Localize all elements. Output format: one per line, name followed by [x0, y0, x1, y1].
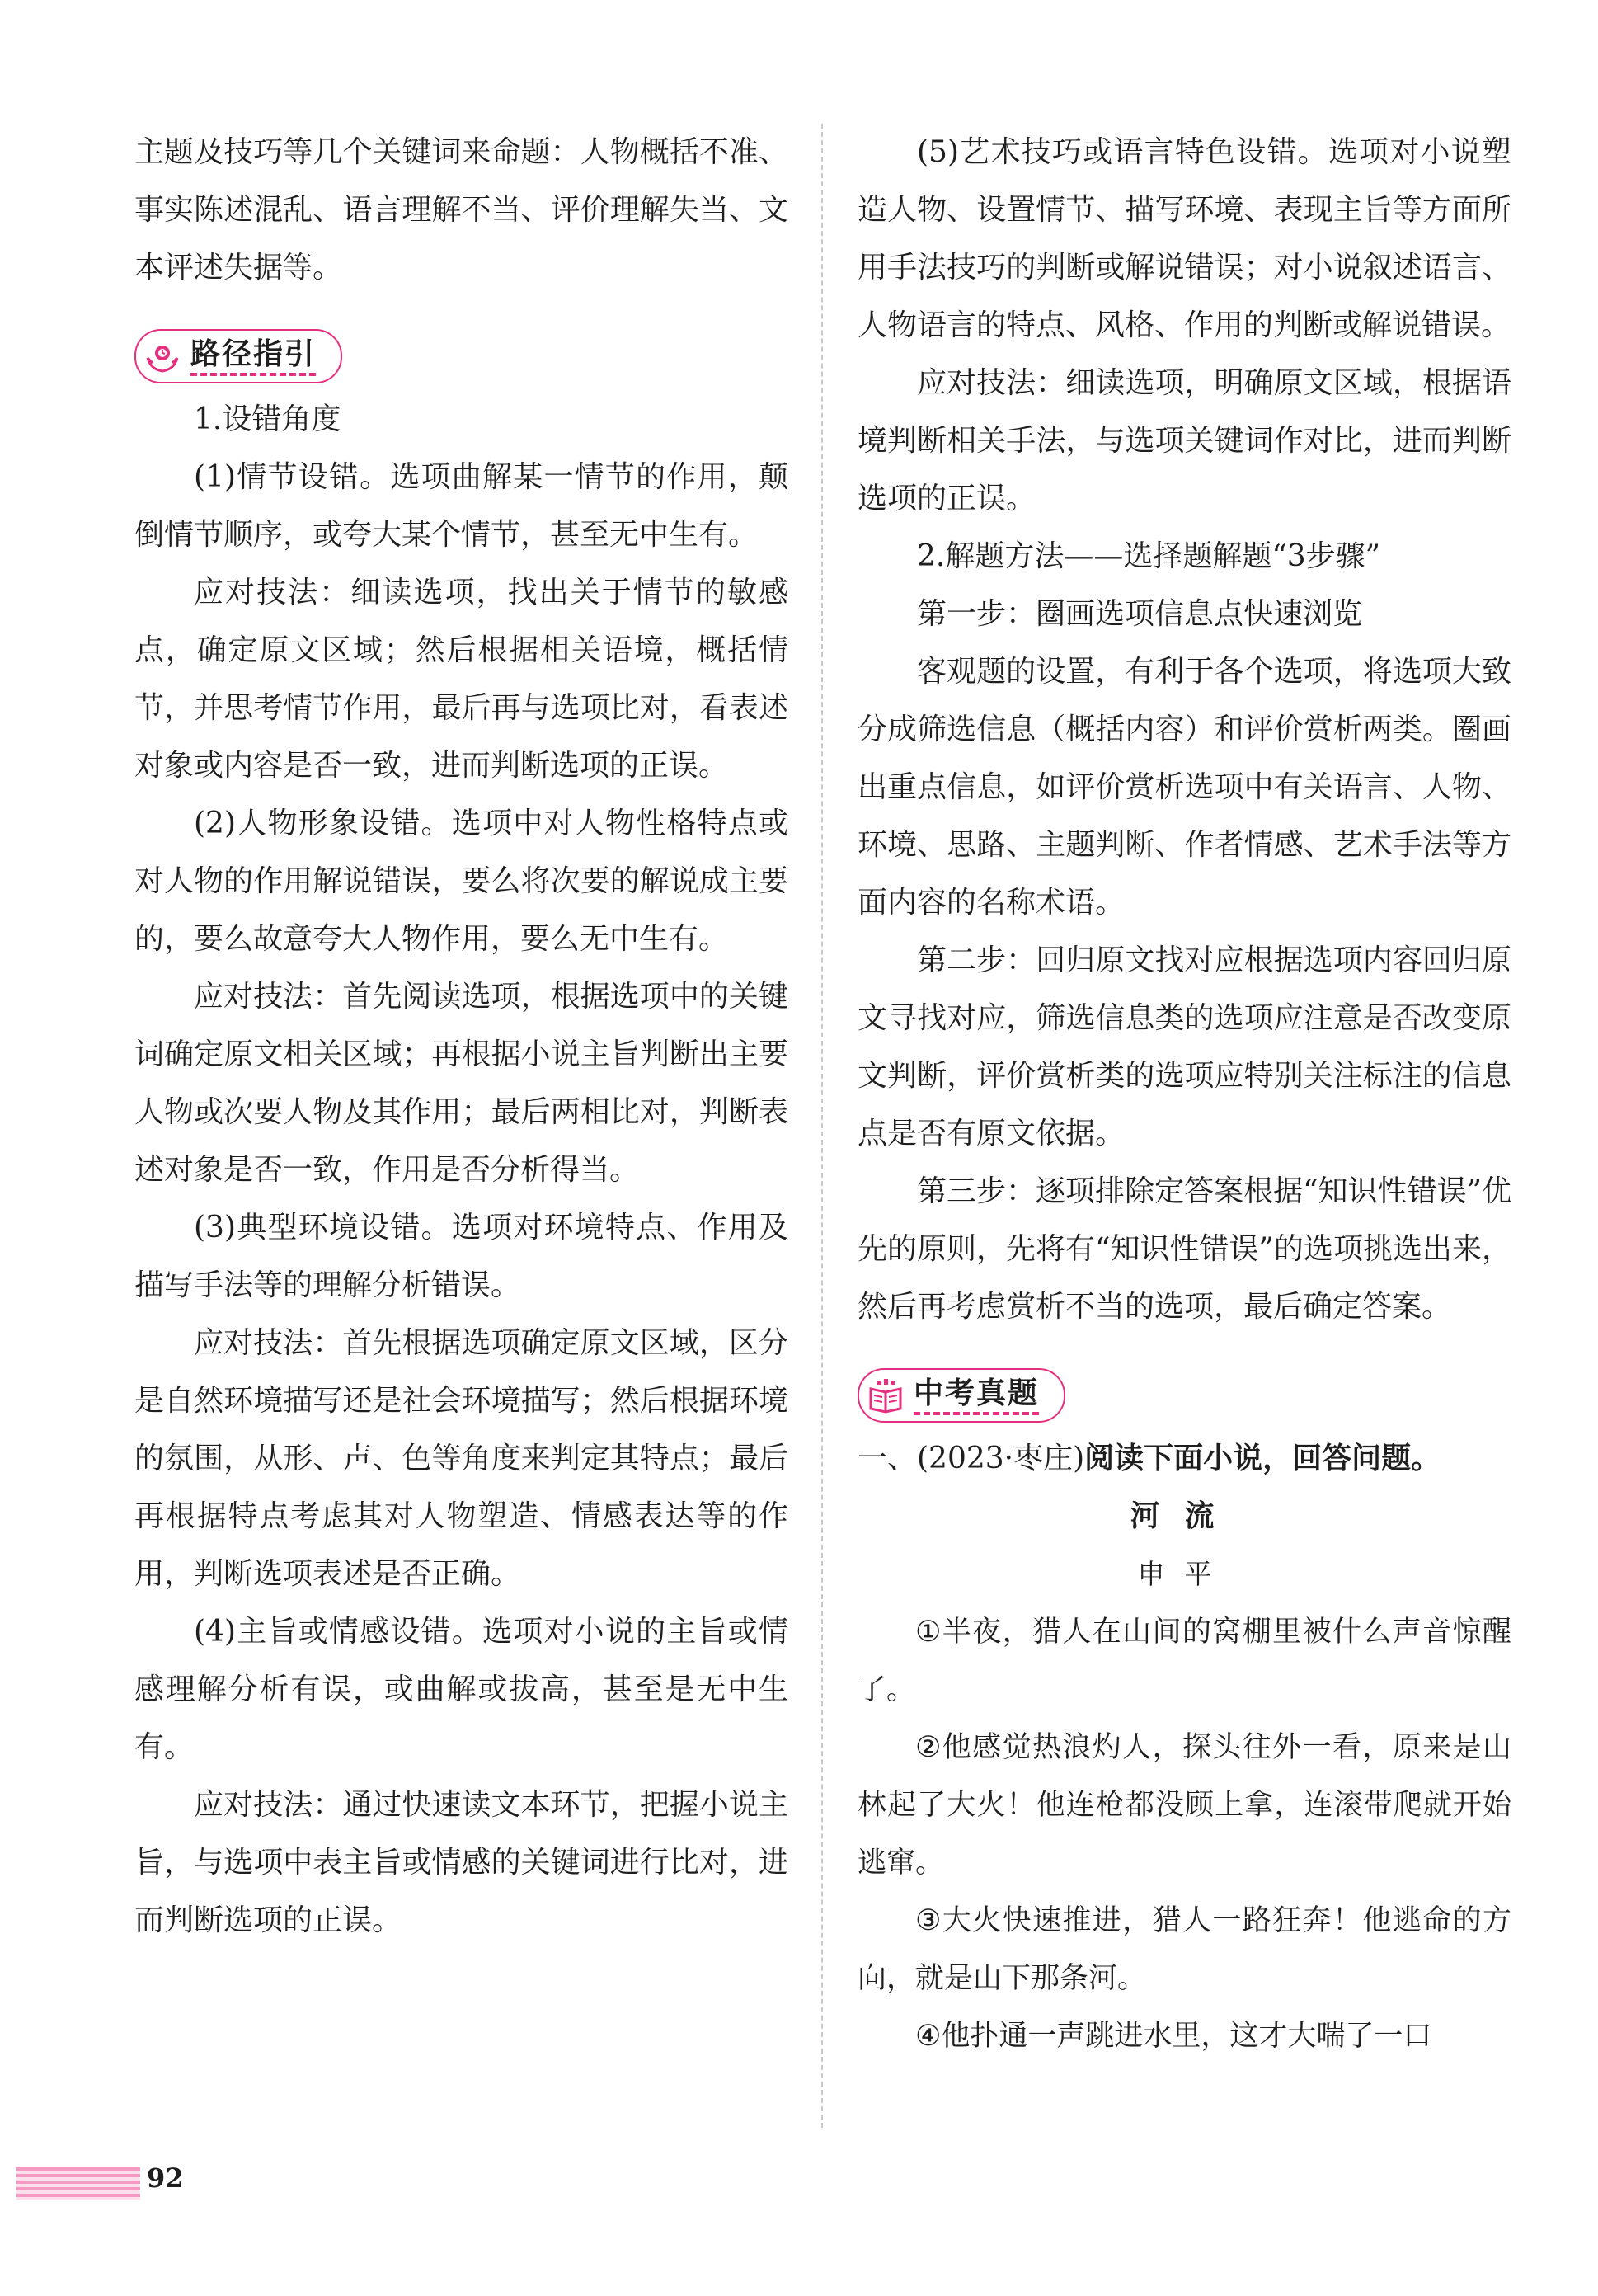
paragraph: (4)主旨或情感设错。选项对小说的主旨或情感理解分析有误，或曲解或拔高，甚至是无中生有。	[134, 1615, 788, 1764]
section-title: 中考真题	[914, 1376, 1039, 1415]
hands-clock-icon	[144, 338, 181, 374]
paragraph: 第二步：回归原文找对应根据选项内容回归原文寻找对应，筛选信息类的选项应注意是否改变原文判断，评价赏析类的选项应特别关注标注的信息点是否有原文依据。	[858, 943, 1511, 1150]
section-title: 路径指引	[190, 336, 316, 376]
right-column	[858, 124, 1511, 2065]
section-header-path-guide	[134, 327, 788, 386]
heading-1: 1.设错角度	[194, 402, 341, 436]
story-paragraph: ③大火快速推进，猎人一路狂奔！他逃命的方向，就是山下那条河。	[858, 1904, 1511, 1995]
page-number: 92	[147, 2162, 184, 2194]
paragraph: (5)艺术技巧或语言特色设错。选项对小说塑造人物、设置情节、描写环境、表现主旨等方面所用手法技巧的判断或解说错误；对小说叙述语言、人物语言的特点、风格、作用的判断或解说错误。	[858, 135, 1511, 342]
paragraph: 应对技法：细读选项，明确原文区域，根据语境判断相关手法，与选项关键词作对比，进而判断选项的正误。	[858, 366, 1511, 515]
question-text: 阅读下面小说，回答问题。	[1084, 1442, 1441, 1475]
section-pill	[858, 1368, 1065, 1423]
intro-paragraph: 主题及技巧等几个关键词来命题：人物概括不准、事实陈述混乱、语言理解不当、评价理解失当、文本评述失据等。	[134, 135, 788, 285]
left-column	[134, 124, 788, 1950]
paragraph: 应对技法：细读选项，找出关于情节的敏感点，确定原文区域；然后根据相关语境，概括情节，并思考情节作用，最后再与选项比对，看表述对象或内容是否一致，进而判断选项的正误。	[134, 576, 788, 783]
paragraph: 客观题的设置，有利于各个选项，将选项大致分成筛选信息（概括内容）和评价赏析两类。圈画出重点信息，如评价赏析选项中有关语言、人物、环境、思路、主题判断、作者情感、艺术手法等方面内容的名称术语。	[858, 655, 1511, 920]
paragraph: (3)典型环境设错。选项对环境特点、作用及描写手法等的理解分析错误。	[134, 1211, 788, 1302]
story-title: 河流	[1130, 1499, 1239, 1533]
story-paragraph: ④他扑通一声跳进水里，这才大喘了一口	[915, 2020, 1432, 2053]
section-pill	[134, 329, 342, 383]
paragraph: 应对技法：首先阅读选项，根据选项中的关键词确定原文相关区域；再根据小说主旨判断出主要人物或次要人物及其作用；最后两相比对，判断表述对象是否一致，作用是否分析得当。	[134, 980, 788, 1187]
section-header-exam	[858, 1366, 1511, 1425]
open-book-icon	[867, 1377, 904, 1414]
question-prefix: 一、(2023·枣庄)	[858, 1442, 1085, 1475]
heading-2: 2.解题方法——选择题解题“3步骤”	[917, 539, 1381, 573]
paragraph: (1)情节设错。选项曲解某一情节的作用，颠倒情节顺序，或夸大某个情节，甚至无中生有。	[134, 460, 788, 552]
story-author: 申平	[1137, 1558, 1232, 1590]
paragraph: 第三步：逐项排除定答案根据“知识性错误”优先的原则，先将有“知识性错误”的选项挑选出来，然后再考虑赏析不当的选项，最后确定答案。	[858, 1174, 1511, 1324]
footer-decoration-bar	[16, 2167, 140, 2200]
story-paragraph: ②他感觉热浪灼人，探头往外一看，原来是山林起了大火！他连枪都没顾上拿，连滚带爬就开始逃窜。	[858, 1731, 1511, 1880]
paragraph: 应对技法：通过快速读文本环节，把握小说主旨，与选项中表主旨或情感的关键词进行比对，进而判断选项的正误。	[134, 1788, 788, 1937]
story-paragraph: ①半夜，猎人在山间的窝棚里被什么声音惊醒了。	[858, 1616, 1511, 1706]
paragraph: (2)人物形象设错。选项中对人物性格特点或对人物的作用解说错误，要么将次要的解说成主要的，要么故意夸大人物作用，要么无中生有。	[134, 807, 788, 956]
paragraph: 应对技法：首先根据选项确定原文区域，区分是自然环境描写还是社会环境描写；然后根据环境的氛围，从形、声、色等角度来判定其特点；最后再根据特点考虑其对人物塑造、情感表达等的作用，判断选项表述是否正确。	[134, 1326, 788, 1591]
question-line	[858, 1430, 1511, 1488]
step-1: 第一步：圈画选项信息点快速浏览	[917, 597, 1363, 631]
column-divider	[821, 124, 823, 2128]
